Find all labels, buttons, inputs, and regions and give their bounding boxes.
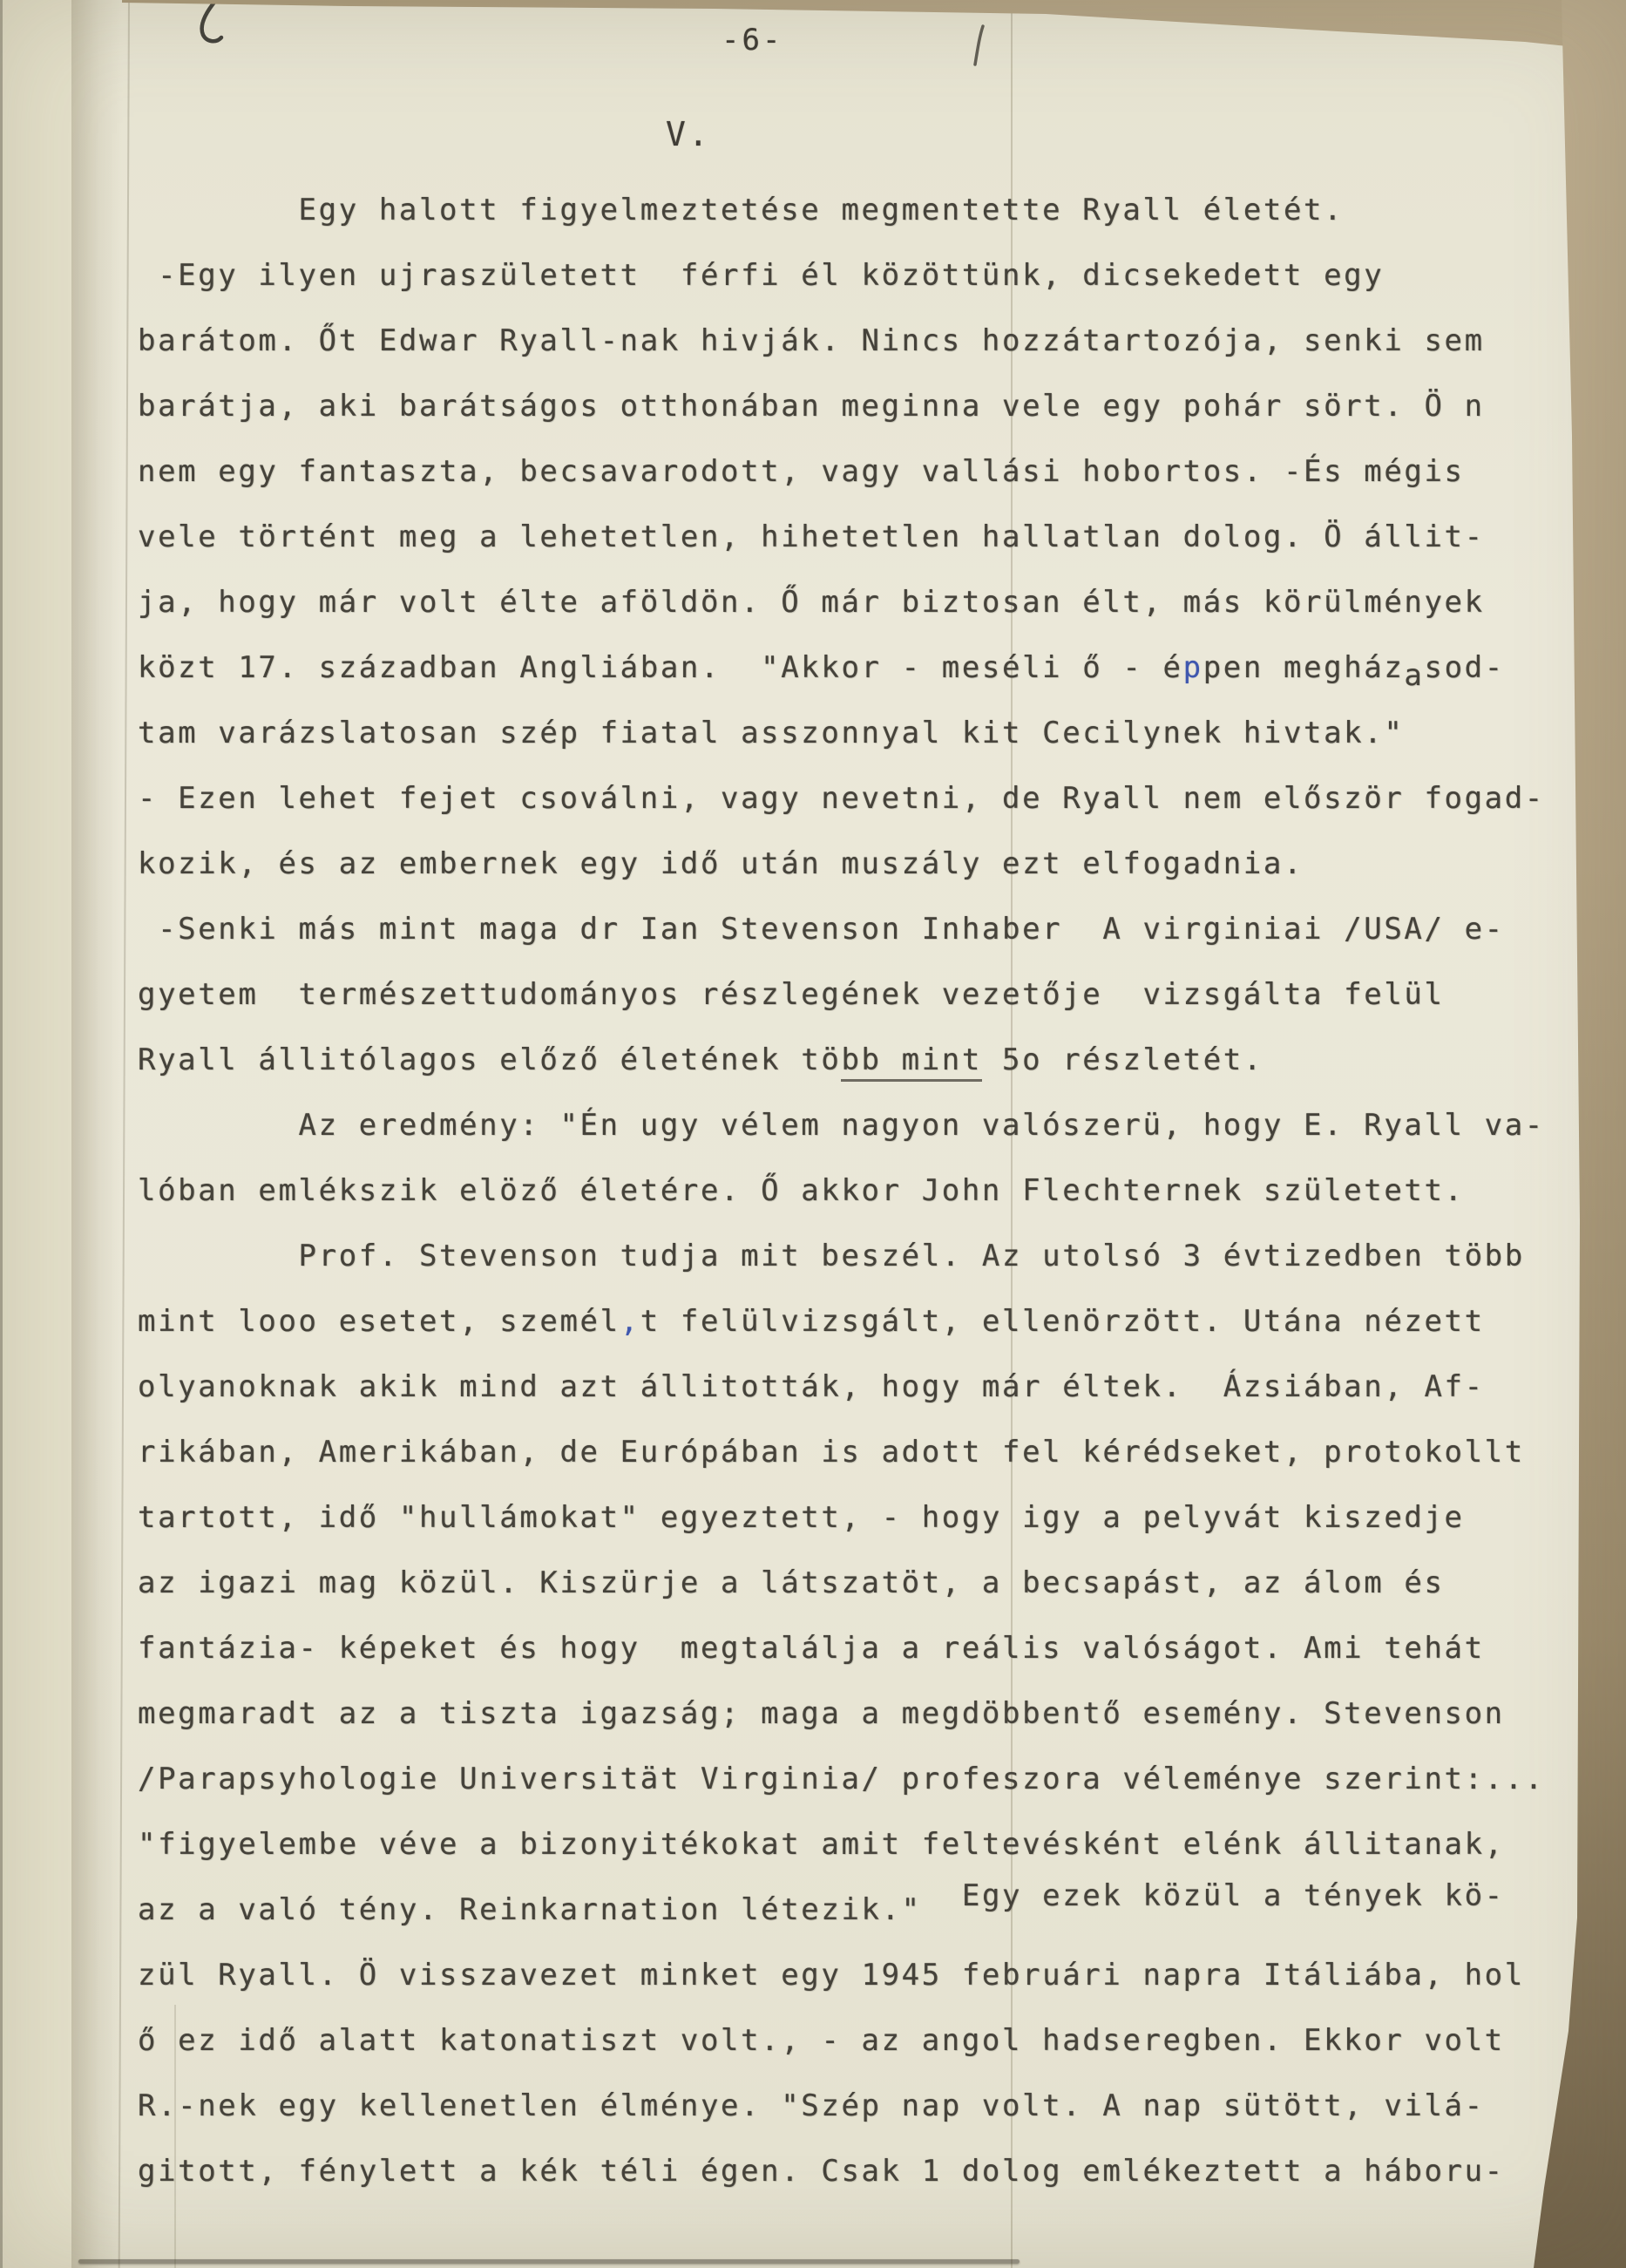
- bottom-edge-shadow: [78, 2259, 1020, 2264]
- typed-line-9: tam varázslatosan szép fiatal asszonnyal kit Cecilynek hivtak.": [138, 716, 1405, 750]
- typed-line-3: barátom. Őt Edwar Ryall-nak hivják. Nincs hozzátartozója, senki sem: [138, 323, 1485, 358]
- typed-line-22: az igazi mag közül. Kiszürje a látszatöt, a becsapást, az álom és: [138, 1565, 1445, 1600]
- typed-line-31: gitott, fénylett a kék téli égen. Csak 1 dolog emlékeztett a háboru-: [138, 2154, 1505, 2189]
- typed-line-25: /Parapsyhologie Universität Virginia/ profeszora véleménye szerint:...: [138, 1762, 1545, 1796]
- typed-line-28: zül Ryall. Ö visszavezet minket egy 1945 februári napra Itáliába, hol: [138, 1958, 1525, 1993]
- typed-line-6: vele történt meg a lehetetlen, hihetetlen hallatlan dolog. Ö állit-: [138, 519, 1485, 554]
- page-number: -6-: [722, 23, 783, 58]
- typed-segment-blue: p: [1182, 650, 1203, 685]
- typed-segment: pen megház: [1203, 650, 1405, 685]
- typed-line-13: gyetem természettudományos részlegének vezetője vizsgálta felül: [138, 977, 1445, 1012]
- typed-segment-raised: Egy ezek közül a tények kö-: [921, 1878, 1505, 1913]
- typed-line-12: -Senki más mint maga dr Ian Stevenson Inhaber A virginiai /USA/ e-: [138, 912, 1505, 947]
- typed-line-29: ő ez idő alatt katonatiszt volt., - az angol hadseregben. Ekkor volt: [138, 2023, 1505, 2058]
- typed-line-4: barátja, aki barátságos otthonában meginna vele egy pohár sört. Ö n: [138, 389, 1485, 424]
- typed-line-7: ja, hogy már volt élte aföldön. Ő már biztosan élt, más körülmények: [138, 585, 1485, 620]
- stray-pen-stroke-icon: [971, 24, 986, 71]
- underlying-page-edge: [0, 0, 71, 2268]
- typed-line-8: [138, 635, 1619, 701]
- typed-line-21: tartott, idő "hullámokat" egyeztett, - hogy igy a pelyvát kiszedje: [138, 1500, 1465, 1535]
- typed-line-24: megmaradt az a tiszta igazság; maga a megdöbbentő esemény. Stevenson: [138, 1696, 1505, 1731]
- typed-line-11: kozik, és az embernek egy idő után muszály ezt elfogadnia.: [138, 846, 1304, 881]
- typed-line-27: [138, 1878, 1619, 1943]
- typed-segment: 5o részletét.: [981, 1042, 1264, 1077]
- typed-lines: [138, 178, 1619, 2204]
- typed-segment: közt 17. században Angliában. "Akkor - meséli ő - é: [138, 650, 1183, 685]
- typed-segment-u: bb mint: [841, 1042, 982, 1082]
- section-heading: V.: [666, 115, 711, 153]
- typed-segment-blue: ‚: [620, 1304, 640, 1339]
- typed-line-14: [138, 1028, 1619, 1093]
- typed-segment-low: a: [1404, 658, 1425, 693]
- left-page-edge-line: [0, 0, 3, 2268]
- typed-line-18: [138, 1289, 1619, 1355]
- typed-segment: mint looo esetet, személ: [138, 1304, 620, 1339]
- pen-mark-icon: [190, 0, 228, 51]
- typed-line-20: rikában, Amerikában, de Európában is adott fel kérédseket, protokollt: [138, 1435, 1525, 1470]
- typed-line-5: nem egy fantaszta, becsavarodott, vagy vallási hobortos. -És mégis: [138, 454, 1465, 489]
- typed-segment: t felülvizsgált, ellenörzött. Utána nézett: [640, 1304, 1485, 1339]
- typed-line-19: olyanoknak akik mind azt állitották, hogy már éltek. Ázsiában, Af-: [138, 1369, 1485, 1404]
- binding-crease-shadow: [71, 0, 122, 2268]
- typed-segment: sod-: [1424, 650, 1505, 685]
- typed-line-10: - Ezen lehet fejet csoválni, vagy nevetni, de Ryall nem először fogad-: [138, 781, 1545, 816]
- typed-line-30: R.-nek egy kellenetlen élménye. "Szép nap volt. A nap sütött, vilá-: [138, 2088, 1485, 2123]
- typed-line-2: -Egy ilyen ujraszületett férfi él közöttünk, dicsekedett egy: [138, 258, 1385, 293]
- typed-segment: az a való tény. Reinkarnation létezik.": [138, 1892, 922, 1927]
- typed-line-15: Az eredmény: "Én ugy vélem nagyon valószerü, hogy E. Ryall va-: [138, 1108, 1545, 1143]
- typed-line-26: "figyelembe véve a bizonyitékokat amit feltevésként elénk állitanak,: [138, 1827, 1505, 1862]
- typed-line-1: Egy halott figyelmeztetése megmentette Ryall életét.: [138, 193, 1345, 227]
- typed-line-16: lóban emlékszik elöző életére. Ő akkor John Flechternek született.: [138, 1173, 1465, 1208]
- typed-segment: Ryall állitólagos előző életének tö: [138, 1042, 842, 1077]
- typed-line-23: fantázia- képeket és hogy megtalálja a reális valóságot. Ami tehát: [138, 1631, 1485, 1666]
- typed-line-17: Prof. Stevenson tudja mit beszél. Az utolsó 3 évtizedben több: [138, 1239, 1525, 1273]
